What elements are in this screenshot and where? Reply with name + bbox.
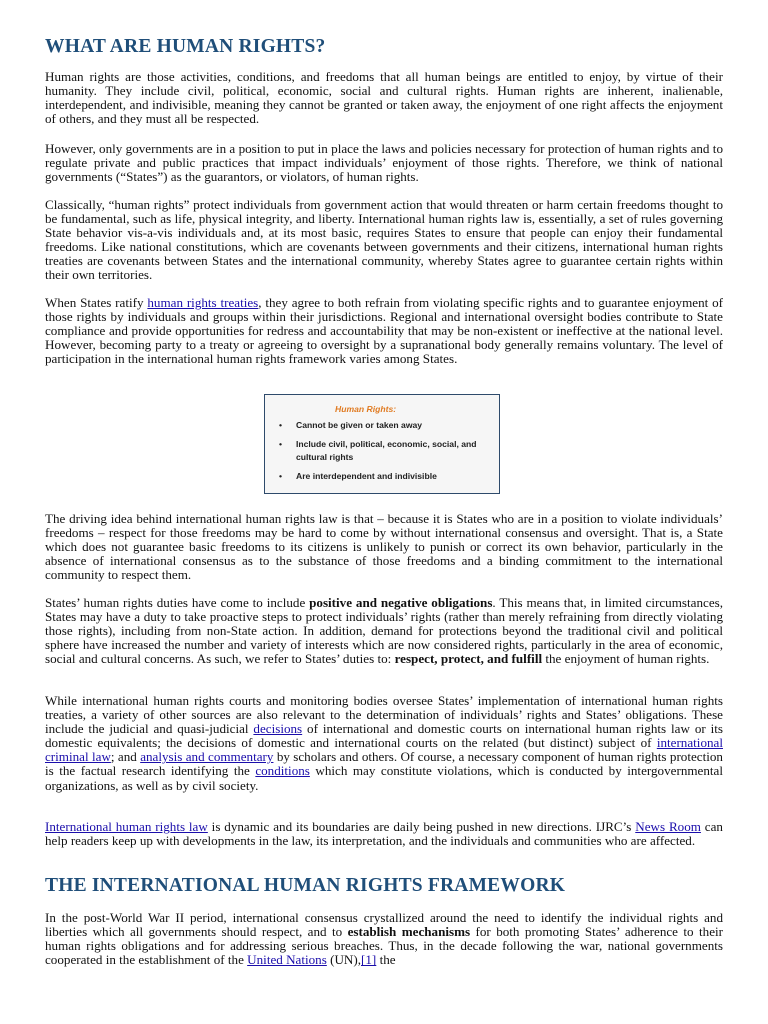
human-rights-summary-box — [264, 394, 500, 494]
box-item — [277, 470, 487, 484]
p7-text-b: of international and domestic courts on international human rights law or its domestic equivalents; the decisions of domestic and international courts on the related (but distinct) subject of — [45, 721, 723, 751]
p7-text-e: which may constitute violations, which is conducted by intergovernmental organizations, as well as by civil society. — [45, 763, 723, 793]
link-international-human-rights-law[interactable]: International human rights law — [45, 819, 208, 834]
p8-text-a: is dynamic and its boundaries are daily being pushed in new directions. IJRC’s — [207, 819, 636, 834]
p6-text-c: the enjoyment of human rights. — [542, 651, 710, 667]
bullet-icon: • — [279, 420, 283, 430]
box-item — [277, 419, 487, 433]
p7-text-c: ; and — [110, 749, 141, 765]
p6-bold-obligations: positive and negative obligations — [309, 595, 493, 610]
box-list — [277, 419, 487, 488]
paragraph-7 — [45, 694, 723, 793]
link-international-criminal-law[interactable]: international criminal law — [45, 735, 723, 765]
p6-text-a: States’ human rights duties have come to include — [45, 595, 310, 610]
p4-text-b: , they agree to both refrain from violating specific rights and to guarantee enjoyment of those rights by individuals and groups within their jurisdictions. Regional and international oversight bodies contribute to State compliance and provide opportunities for redress and accountability that may be non-existent or ineffective at the national level. However, becoming party to a treaty or agreeing to oversight by a supranational body generally remains voluntary. The level of participation in the international human rights framework varies among States. — [45, 295, 723, 367]
bullet-icon: • — [279, 438, 283, 449]
p9-text-a: In the post-World War II period, international consensus crystallized around the need to identify the individual rights and liberties which all governments should respect, and to — [45, 910, 723, 940]
paragraph-4 — [45, 296, 723, 366]
p7-text-d: by scholars and others. Of course, a necessary component of human rights protection is the factual research identifying the — [45, 749, 723, 779]
p8-text-b: can help readers keep up with developments in the law, its interpretation, and the individuals and communities who are affected. — [45, 819, 723, 849]
paragraph-5: The driving idea behind international human rights law is that – because it is States who are in a position to violate individuals’ freedoms – respect for those freedoms may be hard to come by without international consensus and oversight. That is, a State which does not guarantee basic freedoms to its citizens is unlikely to punish or correct its own behavior, particularly in the absence of international consensus as to the substance of those freedoms and a binding commitment to the international community to respect them. — [45, 511, 723, 583]
bullet-icon: • — [279, 470, 283, 481]
paragraph-8 — [45, 820, 723, 848]
link-analysis-and-commentary[interactable]: analysis and commentary — [140, 749, 274, 765]
link-united-nations[interactable]: United Nations — [247, 952, 327, 968]
paragraph-3: Classically, “human rights” protect individuals from government action that would threaten or harm certain freedoms thought to be fundamental, such as life, physical integrity, and liberty. International human rights law is, essentially, a set of rules governing State behavior vis-a-vis individuals and, at its most basic, requires States to ensure that people can enjoy their fundamental freedoms. Like national constitutions, which are covenants between governments and their citizens, international human rights treaties are covenants between States and the international community, whereby States agree to guarantee certain rights within their own territories. — [45, 197, 723, 283]
p9-text-d: the — [376, 952, 396, 968]
paragraph-2: However, only governments are in a position to put in place the laws and policies necessary for protection of human rights and to regulate private and public practices that impact individuals’ enjoyment of those rights. Therefore, we think of national governments (“States”) as the guarantors, or violators, of human rights. — [45, 141, 723, 185]
box-item-text: Include civil, political, economic, social, and cultural rights — [296, 438, 477, 462]
p9-bold-establish: establish mechanisms — [347, 924, 471, 940]
box-title: Human Rights: — [335, 404, 397, 414]
box-item-text: Are interdependent and indivisible — [296, 470, 437, 481]
paragraph-9 — [45, 911, 723, 967]
p7-text-a: While international human rights courts and monitoring bodies oversee States’ implementation of international human rights treaties, a variety of other sources are also relevant to the determination of individuals’ rights and States’ obligations. These include the judicial and quasi-judicial — [45, 693, 723, 737]
p9-text-b: for both promoting States’ adherence to their human rights obligations and for addressing serious breaches. Thus, in the decade following the war, national governments cooperated in the establishment of the — [45, 924, 723, 968]
link-news-room[interactable]: News Room — [635, 819, 701, 834]
link-human-rights-treaties[interactable]: human rights treaties — [147, 295, 259, 310]
paragraph-1: Human rights are those activities, conditions, and freedoms that all human beings are entitled to enjoy, by virtue of their humanity. They include civil, political, economic, social and cultural rights. Human rights are inherent, inalienable, interdependent, and indivisible, meaning they cannot be granted or taken away, the enjoyment of one right affects the enjoyment of others, and they must all be respected. — [45, 69, 723, 127]
p9-text-c: (UN), — [326, 952, 362, 968]
box-item-text: Cannot be given or taken away — [296, 420, 423, 430]
paragraph-6 — [45, 596, 723, 666]
link-footnote-1[interactable]: [1] — [361, 952, 377, 968]
p4-text-a: When States ratify — [45, 295, 148, 310]
heading-what-are-human-rights: WHAT ARE HUMAN RIGHTS? — [45, 36, 326, 57]
box-item — [277, 438, 487, 465]
link-conditions[interactable]: conditions — [255, 763, 310, 779]
heading-international-framework: THE INTERNATIONAL HUMAN RIGHTS FRAMEWORK — [45, 875, 566, 896]
p6-text-b: . This means that, in limited circumstances, States may have a duty to take proactive steps to protect individuals’ rights (rather than merely refraining from directly violating those rights), including from non-State action. In addition, demand for protections beyond the traditional civil and political sphere have increased the number and variety of interests which are now considered rights, particularly in the area of economic, social and cultural concerns. As such, we refer to States’ duties to: — [45, 595, 723, 667]
link-decisions[interactable]: decisions — [253, 721, 303, 737]
p6-bold-duties: respect, protect, and fulfill — [394, 651, 543, 667]
